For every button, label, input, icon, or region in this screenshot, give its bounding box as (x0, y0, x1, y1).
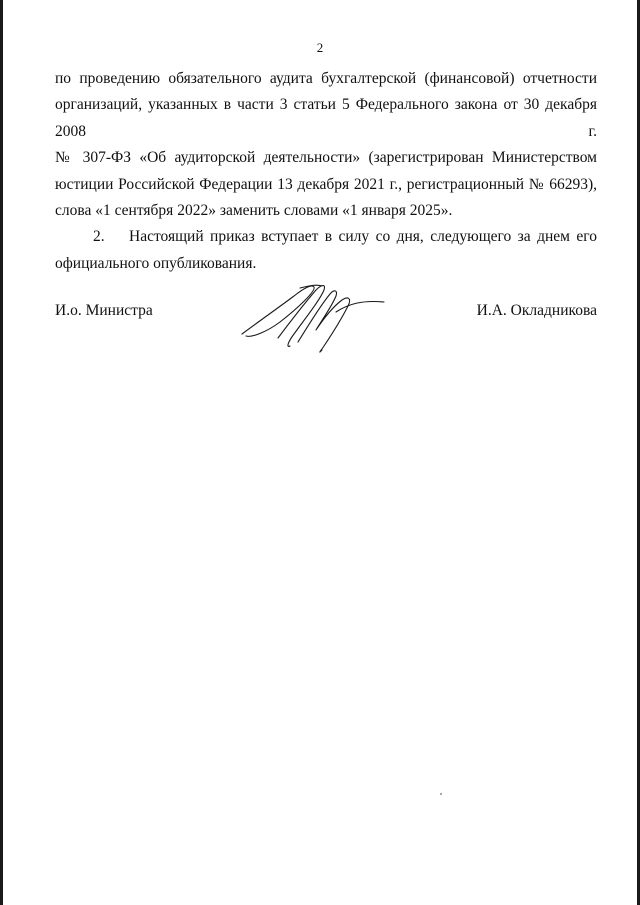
paragraph-2-number: 2. (93, 228, 105, 246)
paragraph-2-line-1-text: Настоящий приказ вступает в силу со дня, следующего за днем его (129, 228, 597, 246)
signer-name: И.А. Окладникова (476, 302, 597, 319)
paragraph-1-line-4: юстиции Российской Федерации 13 декабря 2021 г., регистрационный № 66293), (55, 175, 597, 193)
paragraph-2-line-1 (55, 224, 597, 250)
document-body (55, 66, 597, 277)
paragraph-1-line-3: № 307-ФЗ «Об аудиторской деятельности» (зарегистрирован Министерством (55, 149, 597, 167)
paragraph-2-line-2: официального опубликования. (55, 254, 257, 272)
scan-speck (440, 793, 442, 795)
paragraph-1-line-5: слова «1 сентября 2022» заменить словами «1 января 2025». (55, 202, 453, 220)
paragraph-1-line-1: по проведению обязательного аудита бухгалтерской (финансовой) отчетности (55, 70, 597, 87)
page-number: 2 (316, 40, 324, 55)
handwritten-signature (238, 278, 388, 354)
paragraph-1-line-2: организаций, указанных в части 3 статьи 5 Федерального закона от 30 декабря 2008 г. (55, 96, 597, 140)
scan-edge-left (0, 0, 3, 905)
signer-position: И.о. Министра (55, 302, 153, 319)
